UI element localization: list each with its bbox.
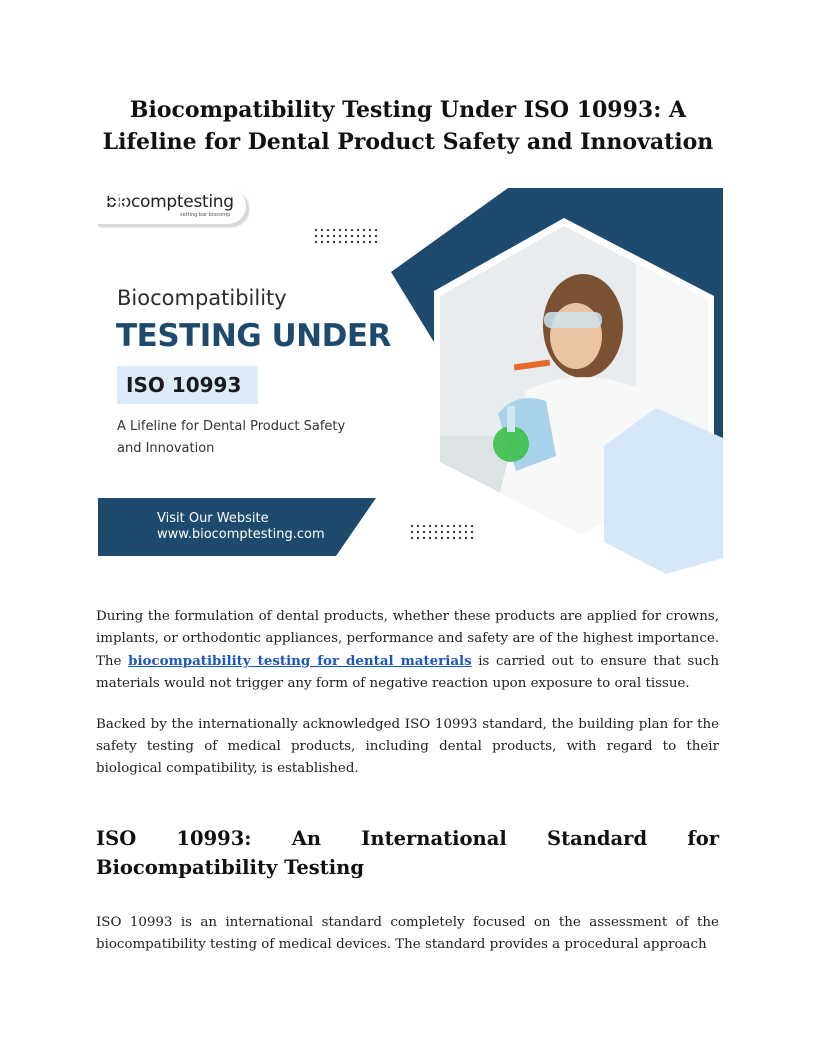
dental-materials-link[interactable]: biocompatibility testing for dental materials: [128, 653, 472, 669]
globe-icon: [96, 186, 128, 218]
banner-heading-line1: Biocompatibility: [117, 286, 287, 310]
dot-grid-bottom: [411, 525, 473, 539]
paragraph-intro-text-before: During the formulation of dental products, whether these products are applied for crowns, implants, or orthodontic appliances, performance and safety are of the highest importance. The: [96, 609, 719, 669]
section-heading: ISO 10993: An International Standard for Biocompatibility Testing: [96, 827, 719, 879]
paragraph-intro: [96, 606, 719, 695]
banner-subtitle: A Lifeline for Dental Product Safety and Innovation: [117, 419, 346, 456]
paragraph-iso-overview: ISO 10993 is an international standard completely focused on the assessment of the biocompatibility testing of medical devices. The standard provides a procedural approach: [96, 915, 719, 952]
website-url[interactable]: www.biocomptesting.com: [157, 527, 325, 542]
hero-banner: [96, 186, 723, 576]
banner-heading-line2: TESTING UNDER: [116, 318, 391, 354]
document-title: Biocompatibility Testing Under ISO 10993: A Lifeline for Dental Product Safety and Innovation: [102, 97, 714, 155]
logo-tagline: setting bar biocomp: [180, 212, 231, 218]
paragraph-intro-text-after: is carried out to ensure that such materials would not trigger any form of negative reaction upon exposure to oral tissue.: [96, 654, 719, 691]
paragraph-standard: Backed by the internationally acknowledged ISO 10993 standard, the building plan for the safety testing of medical products, including dental products, with regard to their biological compatibility, is established.: [96, 717, 719, 776]
logo-text: biocomptesting: [106, 192, 234, 212]
visit-website-label: Visit Our Website: [157, 511, 269, 526]
dot-grid-top: [315, 229, 377, 243]
banner-iso-badge: ISO 10993: [117, 366, 258, 404]
